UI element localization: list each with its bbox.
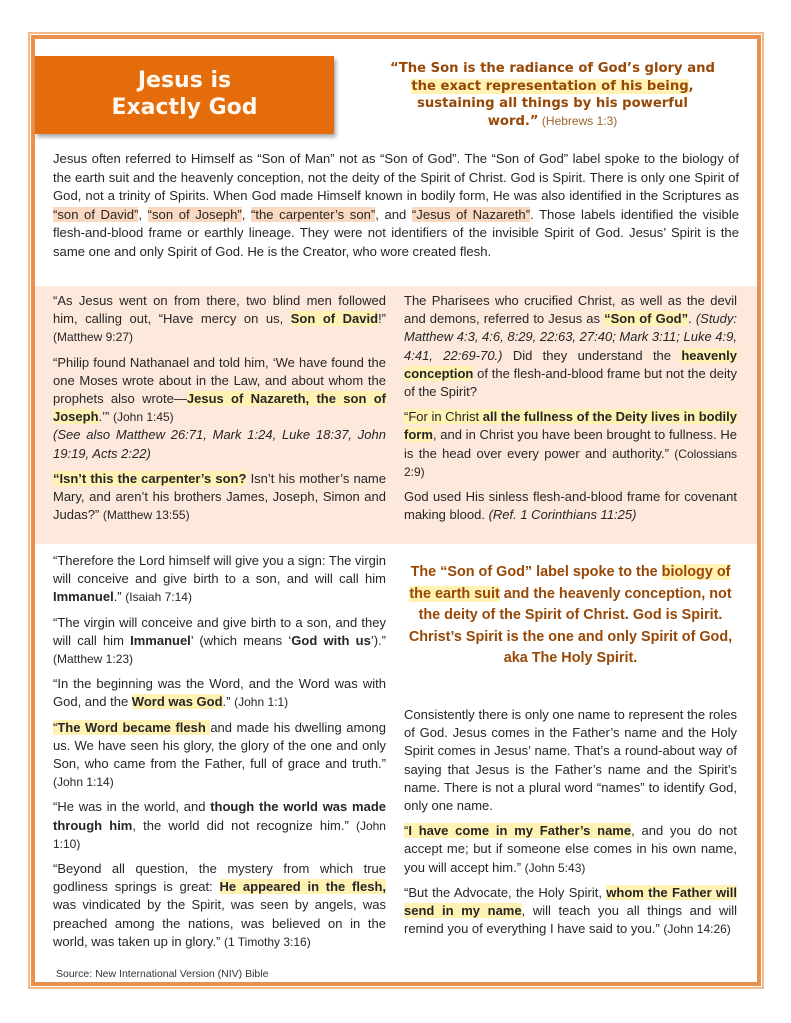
quote-colossians-2-9	[404, 408, 737, 481]
quote-text: “Therefore the Lord himself will give you a sign: The virgin will conceive and give birth to a son, and will call him	[53, 553, 386, 587]
quote-emphasis: “Isn’t this the carpenter’s son?	[53, 470, 247, 486]
source-note: Source: New International Version (NIV) Bible	[56, 968, 269, 980]
quote-emphasis: Word was God	[131, 694, 223, 710]
quote-text: was vindicated by the Spirit, was seen by angels, was preached among the nations, was believed on in the world, was taken up in glory.”	[53, 897, 386, 949]
quote-text: “	[53, 719, 58, 735]
quote-emphasis: Son of David	[290, 311, 379, 327]
quote-text: “He was in the world, and	[53, 799, 211, 815]
see-also-references: (See also Matthew 26:71, Mark 1:24, Luke 18:37, John 19:19, Acts 2:22)	[53, 427, 386, 461]
quote-text: .”	[222, 694, 235, 710]
intro-highlight-son-of-joseph: “son of Joseph”	[147, 206, 242, 222]
intro-text: . Those labels identified the visible flesh-and-blood frame or earthly lineage. They were not identifiers of the invisible Spirit of God. Jesus’ Spirit is the same one and only Spirit of God. He is the Creator, who wore created flesh.	[53, 206, 740, 259]
quote-emphasis: He appeared in the flesh,	[219, 879, 386, 895]
study-references: (Study: Matthew 4:3, 4:6, 8:29, 22:63, 27:40; Mark 3:11; Luke 4:9, 4:41, 22:69-70.)	[404, 311, 737, 363]
quote-text: , and in Christ you have been brought to fullness. He is the head over every power and authority.”	[404, 427, 737, 461]
paragraph-text: The Pharisees who crucified Christ, as well as the devil and demons, referred to Jesus as	[404, 293, 737, 327]
paragraph-text: Did they understand the	[502, 347, 682, 363]
quote-isaiah-7-14	[53, 552, 386, 607]
bottom-right-column	[404, 706, 737, 945]
quote-john-1-45	[53, 354, 386, 463]
quote-john-1-1	[53, 675, 386, 711]
quote-emphasis: whom the Father will send in my name	[404, 884, 737, 919]
quote-matthew-9-27	[53, 292, 386, 347]
quote-emphasis: though the world was made through him	[53, 799, 386, 833]
quote-matthew-1-23	[53, 614, 386, 669]
title-line-2: Exactly God	[111, 95, 258, 120]
quote-text: ’).”	[370, 632, 387, 648]
top-left-column	[53, 292, 386, 531]
hero-quote-reference: (Hebrews 1:3)	[538, 113, 618, 128]
quote-text: “In the beginning was the Word, and the Word was with God, and the	[53, 676, 386, 710]
hero-quote-highlight: the exact representation of his being	[411, 78, 689, 94]
intro-text: ,	[138, 206, 148, 222]
quote-reference: (John 1:1)	[234, 695, 289, 710]
hero-quote-text-end: , sustaining all things by his powerful word.”	[417, 78, 694, 129]
quote-reference: (John 1:10)	[53, 818, 386, 851]
quote-reference: (Matthew 13:55)	[102, 508, 190, 523]
intro-highlight-son-of-david: “son of David”	[53, 206, 139, 222]
quote-1-timothy-3-16	[53, 860, 386, 951]
quote-text: “	[404, 823, 409, 839]
intro-highlight-jesus-of-nazareth: “Jesus of Nazareth”	[411, 206, 531, 222]
quote-text: , will teach you all things and will remind you of everything I have said to you.”	[404, 903, 737, 937]
covenant-paragraph	[404, 488, 737, 524]
quote-reference: (John 14:26)	[663, 922, 731, 937]
paragraph-text: of the flesh-and-blood frame but not the deity of the Spirit?	[404, 365, 737, 400]
quote-text: .”	[113, 589, 126, 605]
quote-emphasis: Immanuel	[130, 632, 191, 648]
quote-emphasis: Jesus of Nazareth, the son of Joseph	[53, 391, 387, 425]
hero-quote	[390, 60, 715, 130]
quote-text: “But the Advocate, the Holy Spirit,	[404, 884, 607, 900]
quote-text: .’”	[98, 409, 113, 425]
quote-text: “The virgin will conceive and give birth to a son, and they will call him	[53, 614, 386, 648]
callout-highlight: biology of the earth suit	[409, 564, 731, 602]
quote-john-14-26	[404, 884, 737, 939]
callout-text: The “Son of God” label spoke to the	[410, 564, 662, 580]
paragraph-emphasis: heavenly conception	[404, 347, 737, 381]
paragraph-text: .	[688, 311, 696, 327]
paragraph-text: God used His sinless flesh-and-blood frame for covenant making blood.	[404, 489, 737, 523]
quote-john-5-43	[404, 822, 737, 877]
callout-text: and the heavenly conception, not the deity of the Spirit of Christ. God is Spirit. Christ’s Spirit is the one and only Spirit of God, aka The Holy Spirit.	[408, 585, 733, 666]
one-name-paragraph: Consistently there is only one name to represent the roles of God. Jesus comes in the Father’s name and the Holy Spirit comes in Jesus’ name. That’s a round-about way of saying that Jesus is the Father’s name and the Spirit’s name. There is not a plural word “names” to identify God, only one name.	[404, 707, 737, 814]
quote-john-1-14	[53, 719, 386, 792]
intro-text: Jesus often referred to Himself as “Son of Man” not as “Son of God”. The “Son of God” label spoke to the biology of the earth suit and the heavenly conception, not the deity of the Spirit of Christ. God is Spirit. There is only one Spirit of God, not a trinity of Spirits. When God made Himself known in bodily form, He was also identified in the Scriptures as	[53, 151, 739, 203]
quote-reference: (Matthew 1:23)	[53, 652, 134, 667]
quote-matthew-13-55	[53, 470, 386, 525]
quote-reference: (John 1:14)	[53, 775, 114, 790]
quote-text: “As Jesus went on from there, two blind men followed him, calling out, “Have mercy on us,	[53, 293, 386, 327]
quote-text: “For in Christ	[404, 409, 483, 425]
quote-text: , and you do not accept me; but if someone else comes in his own name, you will accept him.”	[404, 823, 737, 875]
title-line-1: Jesus is	[137, 68, 232, 93]
quote-emphasis: Immanuel	[53, 589, 114, 605]
quote-reference: (1 Timothy 3:16)	[224, 934, 311, 949]
quote-emphasis: God with us	[291, 632, 371, 648]
reference-note: (Ref. 1 Corinthians 11:25)	[488, 507, 637, 523]
pharisees-paragraph	[404, 292, 737, 401]
quote-text: ’ (which means ‘	[190, 632, 292, 648]
quote-reference: (John 1:45)	[112, 410, 174, 425]
quote-emphasis: The Word became flesh	[57, 719, 211, 735]
intro-text: ,	[241, 206, 252, 222]
quote-text: “Philip found Nathanael and told him, ‘We have found the one Moses wrote about in the Law, and about whom the prophets also wrote—	[53, 354, 386, 407]
top-right-column	[404, 292, 737, 531]
quote-text: , the world did not recognize him.”	[132, 817, 356, 833]
quote-text: Isn’t his mother’s name Mary, and aren’t his brothers James, Joseph, Simon and Judas?”	[53, 470, 386, 523]
quote-reference: (Colossians 2:9)	[404, 446, 737, 479]
intro-highlight-carpenters-son: “the carpenter’s son”	[251, 206, 376, 222]
bottom-left-column	[53, 552, 386, 958]
quote-reference: (John 5:43)	[524, 860, 586, 875]
hero-quote-text: “The Son is the radiance of God’s glory and	[390, 61, 715, 76]
quote-text: and made his dwelling among us. We have seen his glory, the glory of the one and only Son, who came from the Father, full of grace and truth.”	[53, 719, 387, 772]
quote-reference: (Isaiah 7:14)	[125, 590, 192, 605]
callout-statement	[404, 562, 737, 670]
quote-text: “Beyond all question, the mystery from which true godliness springs is great:	[53, 861, 386, 895]
intro-text: , and	[375, 206, 412, 222]
paragraph-emphasis: “Son of God”	[604, 311, 689, 327]
intro-paragraph	[53, 150, 739, 261]
quote-emphasis: all the fullness of the Deity lives in bodily form	[404, 409, 738, 443]
quote-text: !”	[378, 311, 387, 327]
quote-reference: (Matthew 9:27)	[53, 330, 134, 345]
quote-john-1-10	[53, 798, 386, 853]
quote-emphasis: I have come in my Father’s name	[408, 823, 632, 839]
title-banner	[35, 56, 334, 134]
